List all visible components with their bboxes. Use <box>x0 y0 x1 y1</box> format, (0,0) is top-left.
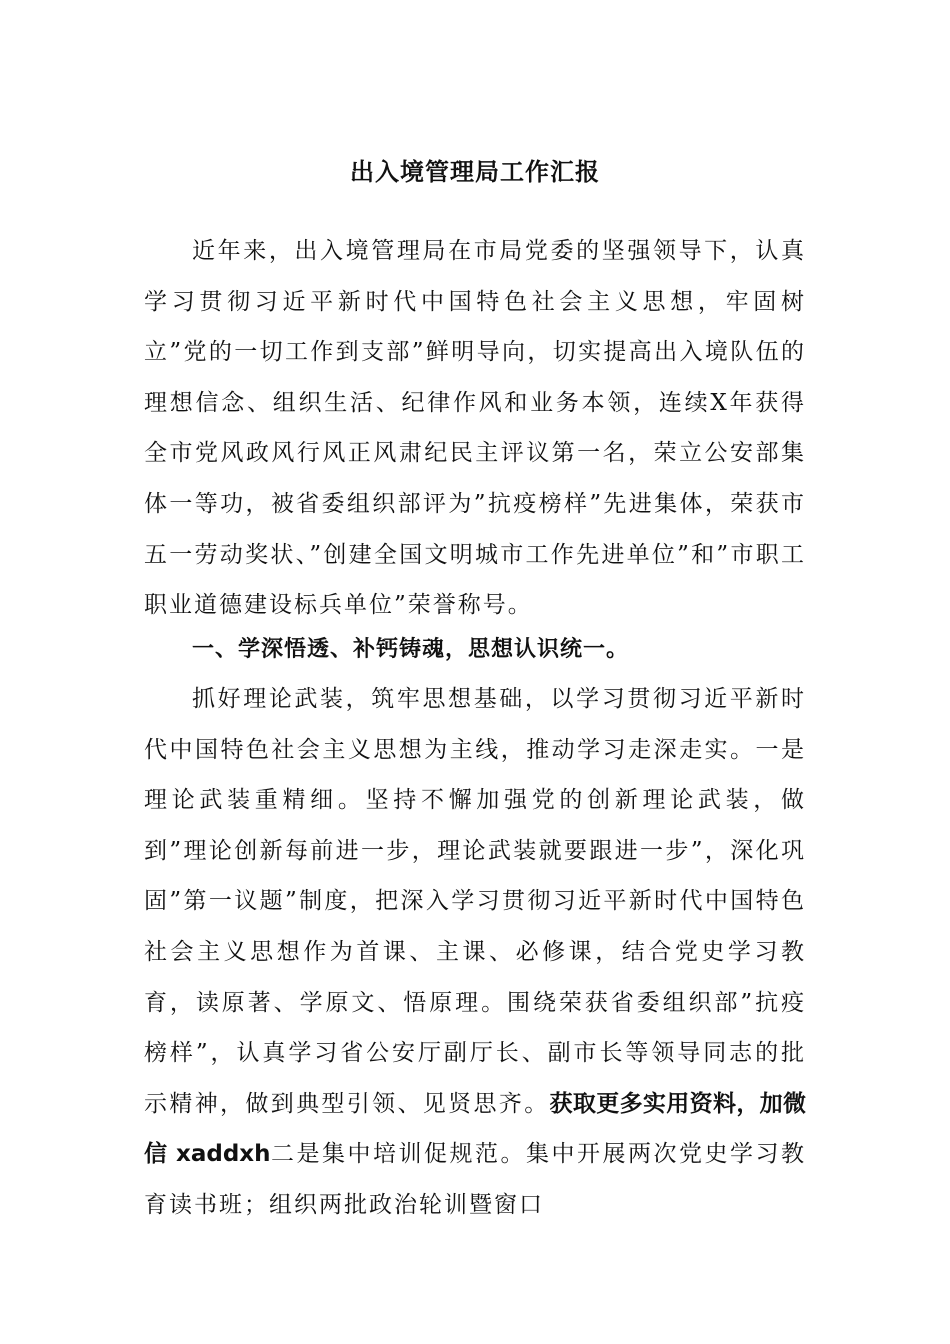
section-heading-1: 一、学深悟透、补钙铸魂，思想认识统一。 <box>192 637 630 662</box>
paragraph-intro: 近年来，出入境管理局在市局党委的坚强领导下，认真学习贯彻习近平新时代中国特色社会主义思想，牢固树立”党的一切工作到支部”鲜明导向，切实提高出入境队伍的理想信念、组织生活、纪律作风和业务本领，连续X年获得全市党风政风行风正风肃纪民主评议第一名，荣立公安部集体一等功，被省委组织部评为”抗疫榜样”先进集体，荣获市五一劳动奖状、”创建全国文明城市工作先进单位”和”市职工职业道德建设标兵单位”荣誉称号。 <box>144 238 806 619</box>
paragraph-theory <box>144 674 806 1231</box>
document-title: 出入境管理局工作汇报 <box>350 157 600 186</box>
paragraph-training-text: 二是集中培训促规范。集中开展两次党史学习教育读书班；组织两批政治轮训暨窗口 <box>144 1141 806 1218</box>
promo-text: 获取更多实用资料，加微信 xaddxh <box>144 1090 807 1168</box>
paragraph-theory-text: 抓好理论武装，筑牢思想基础，以学习贯彻习近平新时代中国特色社会主义思想为主线，推动学习走深走实。一是理论武装重精细。坚持不懈加强党的创新理论武装，做到”理论创新每前进一步，理论武装就要跟进一步”，深化巩固”第一议题”制度，把深入学习贯彻习近平新时代中国特色社会主义思想作为首课、主课、必修课，结合党史学习教育，读原著、学原文、悟原理。围绕荣获省委组织部”抗疫榜样”，认真学习省公安厅副厅长、副市长等领导同志的批示精神，做到典型引领、见贤思齐。 <box>144 686 806 1117</box>
